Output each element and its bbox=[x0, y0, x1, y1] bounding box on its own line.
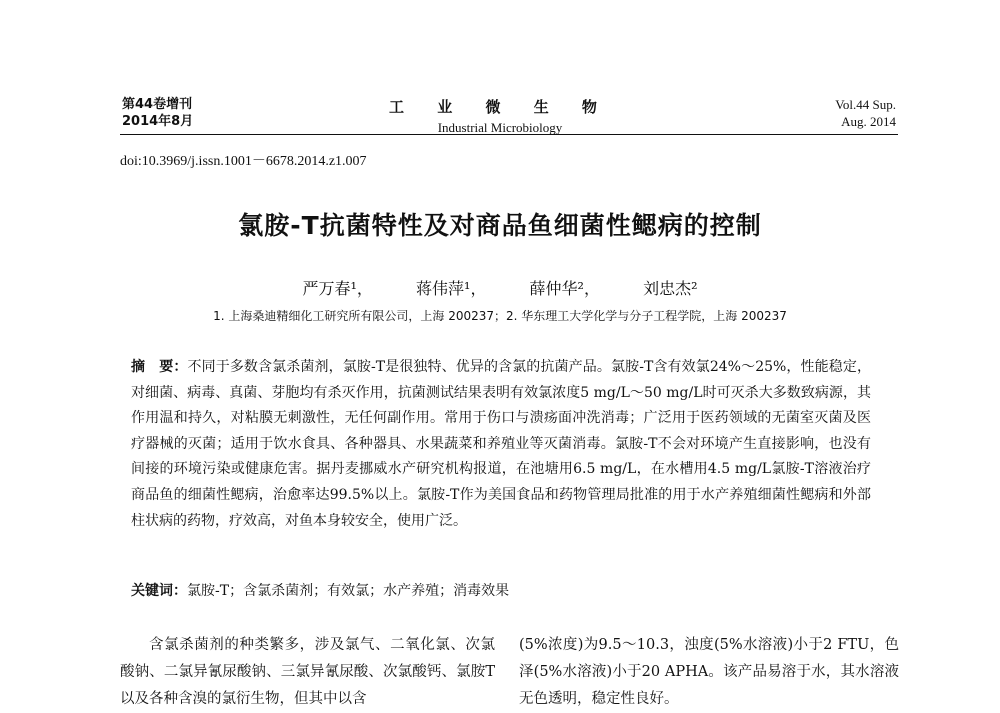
journal-volume: 第44卷增刊 bbox=[122, 97, 193, 112]
keywords bbox=[131, 580, 871, 600]
keywords-label: 关键词： bbox=[131, 583, 187, 599]
paper-title: 氯胺-T抗菌特性及对商品鱼细菌性鳃病的控制 bbox=[238, 211, 762, 240]
journal-volume-en: Vol.44 Sup. bbox=[835, 97, 896, 112]
journal-date: 2014年8月 bbox=[122, 114, 194, 129]
affiliations: 1. 上海桑迪精细化工研究所有限公司，上海 200237；2. 华东理工大学化学与分子工程学院，上海 200237 bbox=[213, 309, 787, 323]
body-column-right: (5%浓度)为9.5～10.3，浊度(5%水溶液)小于2 FTU，色泽(5%水溶液)小于20 APHA。该产品易溶于水，其水溶液无色透明，稳定性良好。 bbox=[519, 637, 899, 707]
journal-name-cn: 工 业 微 生 物 bbox=[389, 98, 611, 116]
abstract-text: 不同于多数含氯杀菌剂，氯胺-T是很独特、优异的含氯的抗菌产品。氯胺-T含有效氯24%～25%，性能稳定，对细菌、病毒、真菌、芽胞均有杀灭作用，抗菌测试结果表明有效氯浓度5 mg/L～50 mg/L时可灭杀大多数致病源，其作用温和持久，对粘膜无刺激性，无任何副作用。常用于伤口与溃疡面冲洗消毒；广泛用于医药领域的无菌室灭菌及医疗器械的灭菌；适用于饮水食具、各种器具、水果蔬菜和养殖业等灭菌消毒。氯胺-T不会对环境产生直接影响，也没有间接的环境污染或健康危害。据丹麦挪威水产研究机构报道，在池塘用6.5 mg/L，在水槽用4.5 mg/L氯胺-T溶液治疗商品鱼的细菌性鳃病，治愈率达99.5%以上。氯胺-T作为美国食品和药物管理局批准的用于水产养殖细菌性鳃病和外部柱状病的药物，疗效高，对鱼本身较安全，使用广泛。 bbox=[131, 359, 872, 529]
author: 蒋伟萍¹， bbox=[416, 279, 487, 298]
author: 刘忠杰² bbox=[643, 279, 698, 298]
journal-volume-info-en bbox=[835, 96, 896, 130]
keywords-text: 氯胺-T；含氯杀菌剂；有效氯；水产养殖；消毒效果 bbox=[187, 583, 510, 599]
body-column-left: 含氯杀菌剂的种类繁多，涉及氯气、二氧化氯、次氯酸钠、二氯异氰尿酸钠、三氯异氰尿酸、次氯酸钙、氯胺T以及各种含溴的氯衍生物，但其中以含 bbox=[120, 637, 495, 707]
journal-name-en: Industrial Microbiology bbox=[437, 120, 563, 135]
abstract-label: 摘 要： bbox=[131, 359, 188, 375]
author: 严万春¹， bbox=[302, 279, 373, 298]
journal-date-en: Aug. 2014 bbox=[841, 114, 896, 129]
author-list bbox=[0, 276, 1000, 299]
header-rule bbox=[120, 134, 898, 135]
author: 薛仲华²， bbox=[529, 279, 600, 298]
doi: doi:10.3969/j.issn.1001－6678.2014.z1.007 bbox=[120, 154, 367, 169]
abstract bbox=[131, 355, 871, 534]
